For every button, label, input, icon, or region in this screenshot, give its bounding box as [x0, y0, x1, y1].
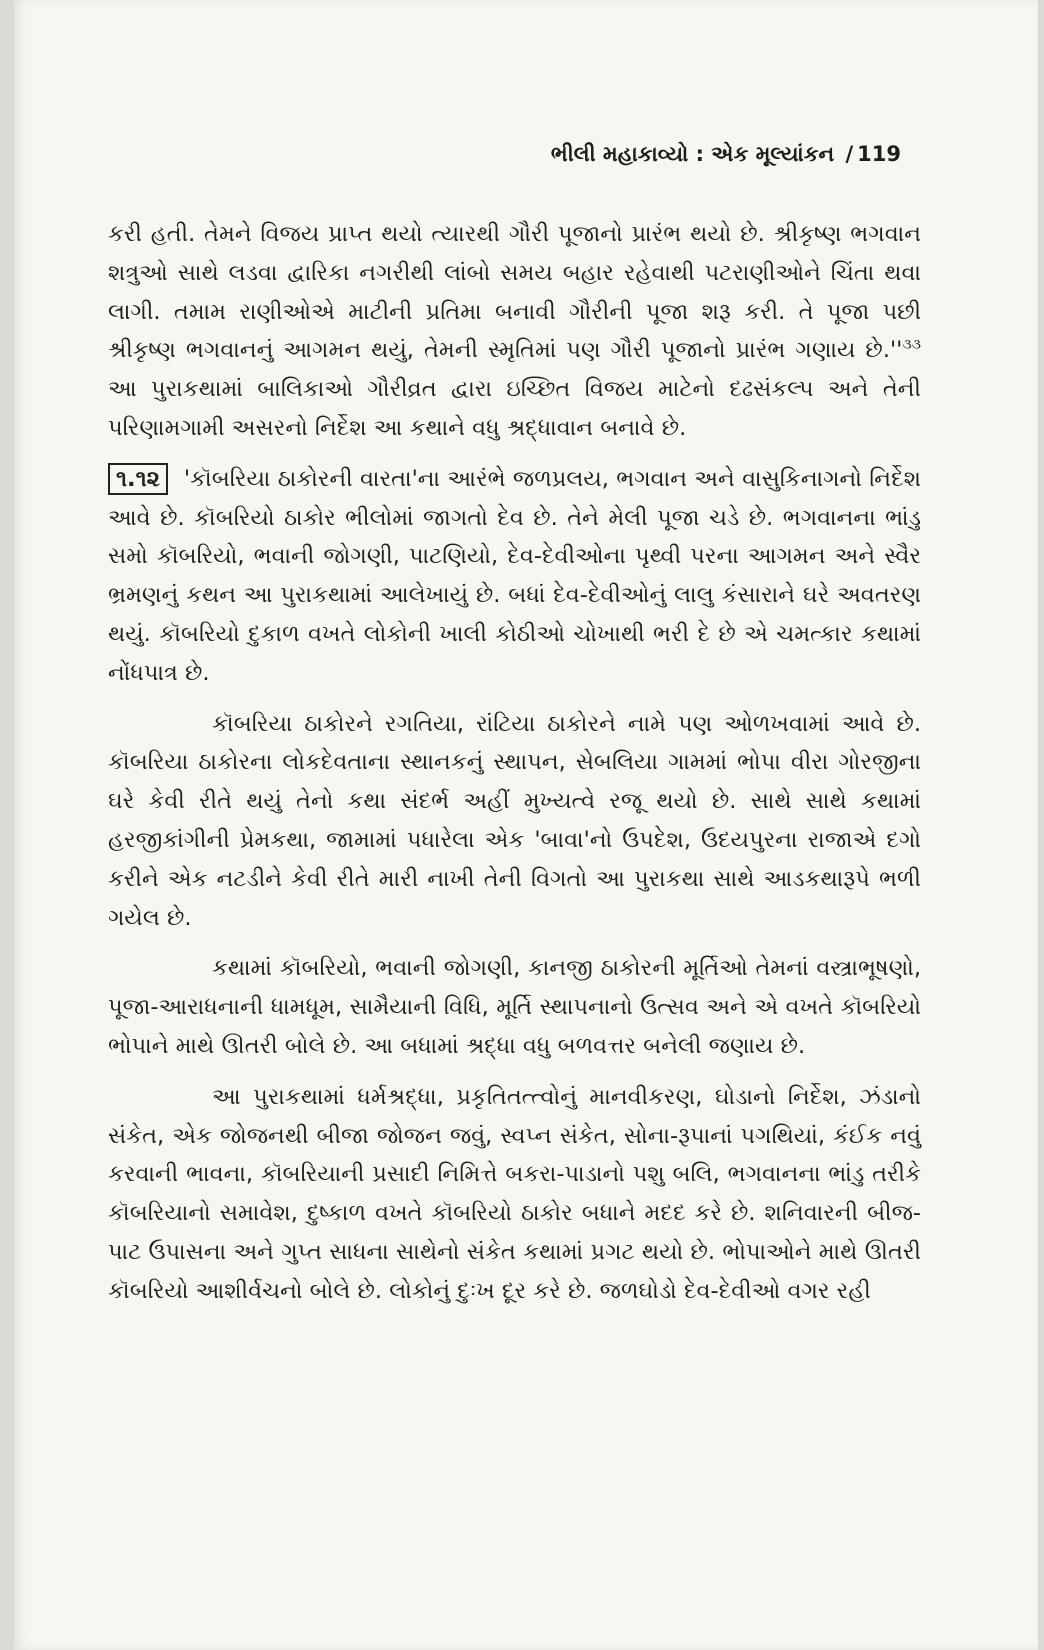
page-number: 119	[857, 142, 901, 166]
paragraph-1	[108, 215, 921, 448]
paragraph-3: કૉબરિયા ઠાકોરને રગતિયા, રાંટિયા ઠાકોરને નામે પણ ઓળખવામાં આવે છે. કૉબરિયા ઠાકોરના લોકદેવતાના સ્થાનકનું સ્થાપન, સેબલિયા ગામમાં ભોપા વીરા ગોરજીના ઘરે કેવી રીતે થયું તેનો કથા સંદર્ભ અહીં મુખ્યત્વે રજૂ થયો છે. સાથે સાથે કથામાં હરજીકાંગીની પ્રેમકથા, જામામાં પધારેલા એક 'બાવા'નો ઉપદેશ, ઉદયપુરના રાજાએ દગો કરીને એક નટડીને કેવી રીતે મારી નાખી તેની વિગતો આ પુરાકથા સાથે આડકથારૂપે ભળી ગયેલ છે.	[108, 710, 921, 931]
header-separator: /	[845, 142, 854, 166]
body-text	[108, 215, 921, 1323]
running-header	[551, 142, 901, 167]
paragraph-1-text: કરી હતી. તેમને વિજય પ્રાપ્ત થયો ત્યારથી ગૌરી પૂજાનો પ્રારંભ થયો છે. શ્રીકૃષ્ણ ભગવાન શત્રુઓ સાથે લડવા દ્વારિકા નગરીથી લાંબો સમય બહાર રહેવાથી પટરાણીઓને ચિંતા થવા લાગી. તમામ રાણીઓએ માટીની પ્રતિમા બનાવી ગૌરીની પૂજા શરૂ કરી. તે પૂજા પછી શ્રીકૃષ્ણ ભગવાનનું આગમન થયું, તેમની સ્મૃતિમાં પણ ગૌરી પૂજાનો પ્રારંભ ગણાય છે.''	[108, 221, 921, 364]
paragraph-2	[108, 460, 921, 693]
section-number-box: ૧.૧૨	[108, 463, 168, 495]
header-title: ભીલી મહાકાવ્યો : એક મૂલ્યાંકન	[550, 142, 835, 166]
paragraph-2-text: 'કૉબરિયા ઠાકોરની વારતા'ના આરંભે જળપ્રલય, ભગવાન અને વાસુકિનાગનો નિર્દેશ આવે છે. કૉબરિયો ઠાકોર ભીલોમાં જાગતો દેવ છે. તેને મેલી પૂજા ચડે છે. ભગવાનના ભાંડુ સમો કૉબરિયો, ભવાની જોગણી, પાટણિયો, દેવ-દેવીઓના પૃથ્વી પરના આગમન અને સ્વૈર ભ્રમણનું કથન આ પુરાકથામાં આલેખાયું છે. બધાં દેવ-દેવીઓનું લાલુ કંસારાને ઘરે અવતરણ થયું. કૉબરિયો દુકાળ વખતે લોકોની ખાલી કોઠીઓ ચોખાથી ભરી દે છે એ ચમત્કાર કથામાં નોંધપાત્ર છે.	[108, 465, 921, 686]
paragraph-4: કથામાં કૉબરિયો, ભવાની જોગણી, કાનજી ઠાકોરની મૂર્તિઓ તેમનાં વસ્ત્રાભૂષણો, પૂજા-આરાધનાની ધામધૂમ, સામૈયાની વિધિ, મૂર્તિ સ્થાપનાનો ઉત્સવ અને એ વખતે કૉબરિયો ભોપાને માથે ઊતરી બોલે છે. આ બધામાં શ્રદ્ધા વધુ બળવત્તર બનેલી જણાય છે.	[108, 955, 921, 1059]
paragraph-5: આ પુરાકથામાં ધર્મશ્રદ્ધા, પ્રકૃતિતત્ત્વોનું માનવીકરણ, ઘોડાનો નિર્દેશ, ઝંડાનો સંકેત, એક જોજનથી બીજા જોજન જવું, સ્વપ્ન સંકેત, સોના-રૂપાનાં પગથિયાં, કંઈક નવું કરવાની ભાવના, કૉબરિયાની પ્રસાદી નિમિત્તે બકરા-પાડાનો પશુ બલિ, ભગવાનના ભાંડુ તરીકે કૉબરિયાનો સમાવેશ, દુષ્કાળ વખતે કૉબરિયો ઠાકોર બધાને મદદ કરે છે. શનિવારની બીજ-પાટ ઉપાસના અને ગુપ્ત સાધના સાથેનો સંકેત કથામાં પ્રગટ થયો છે. ભોપાઓને માથે ઊતરી કૉબરિયો આશીર્વચનો બોલે છે. લોકોનું દુઃખ દૂર કરે છે. જળઘોડો દેવ-દેવીઓ વગર રહી	[108, 1083, 921, 1304]
paragraph-1-text-after: આ પુરાકથામાં બાલિકાઓ ગૌરીવ્રત દ્વારા ઇચ્છિત વિજય માટેનો દઢસંકલ્પ અને તેની પરિણામગામી અસરનો નિર્દેશ આ કથાને વધુ શ્રદ્ધાવાન બનાવે છે.	[108, 376, 921, 441]
book-page	[14, 0, 1038, 1650]
footnote-ref: ૩૩	[902, 336, 921, 353]
